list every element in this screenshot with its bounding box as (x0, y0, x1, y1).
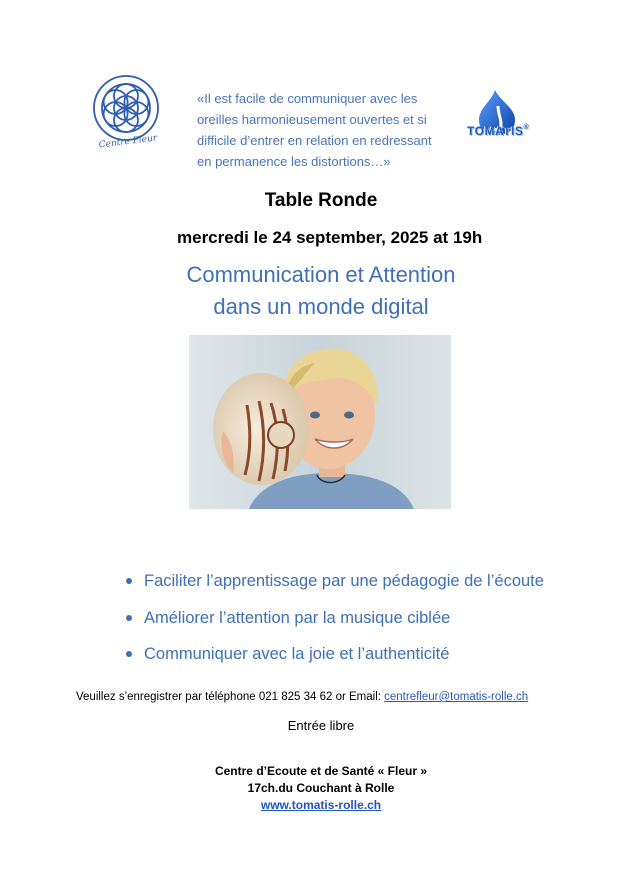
event-datetime: mercredi le 24 september, 2025 at 19h (177, 228, 483, 247)
list-item-text: Améliorer l’attention par la musique ciblée (144, 608, 451, 627)
list-item (126, 569, 606, 606)
event-title: Table Ronde (264, 190, 378, 211)
benefits-list (126, 569, 606, 679)
bullet-icon (126, 578, 132, 584)
tomatis-brand-name: TOMATIS (467, 124, 524, 138)
footer (0, 763, 630, 814)
centre-fleur-logo-text: Centre Fleur (98, 133, 158, 151)
tomatis-logo (465, 88, 543, 150)
list-item (126, 606, 606, 643)
list-item-text: Communiquer avec la joie et l’authenticité (144, 645, 450, 663)
quote-line: oreilles harmonieusement ouvertes et si (197, 112, 427, 127)
headline-line: Communication et Attention (186, 262, 456, 287)
quote-line: en permanence les distortions…» (197, 154, 391, 169)
quote-line: «Il est facile de communiquer avec les (197, 91, 418, 106)
bullet-icon (126, 615, 132, 621)
tomatis-logo-text (467, 124, 529, 138)
event-headline (0, 259, 630, 323)
registration-text: Veuillez s’enregistrer par téléphone 021 825 34 62 or Email: (76, 691, 385, 703)
website-link[interactable]: www.tomatis-rolle.ch (260, 798, 382, 812)
list-item (126, 642, 606, 679)
centre-fleur-logo (86, 74, 166, 160)
quote (197, 88, 467, 172)
entry-info: Entrée libre (287, 718, 355, 733)
registered-mark: ® (523, 124, 530, 131)
bullet-icon (126, 651, 132, 657)
email-link[interactable]: centrefleur@tomatis-rolle.ch (384, 691, 529, 703)
list-item-text: Faciliter l’apprentissage par une pédagogie de l’écoute (144, 572, 544, 590)
center-name: Centre d’Ecoute et de Santé « Fleur » (214, 764, 428, 778)
quote-line: difficile d’entrer en relation en redressant (197, 133, 432, 148)
registration-info (76, 691, 528, 703)
headline-line: dans un monde digital (213, 294, 429, 319)
child-with-seashell-photo (189, 335, 451, 509)
address: 17ch.du Couchant à Rolle (247, 781, 395, 795)
